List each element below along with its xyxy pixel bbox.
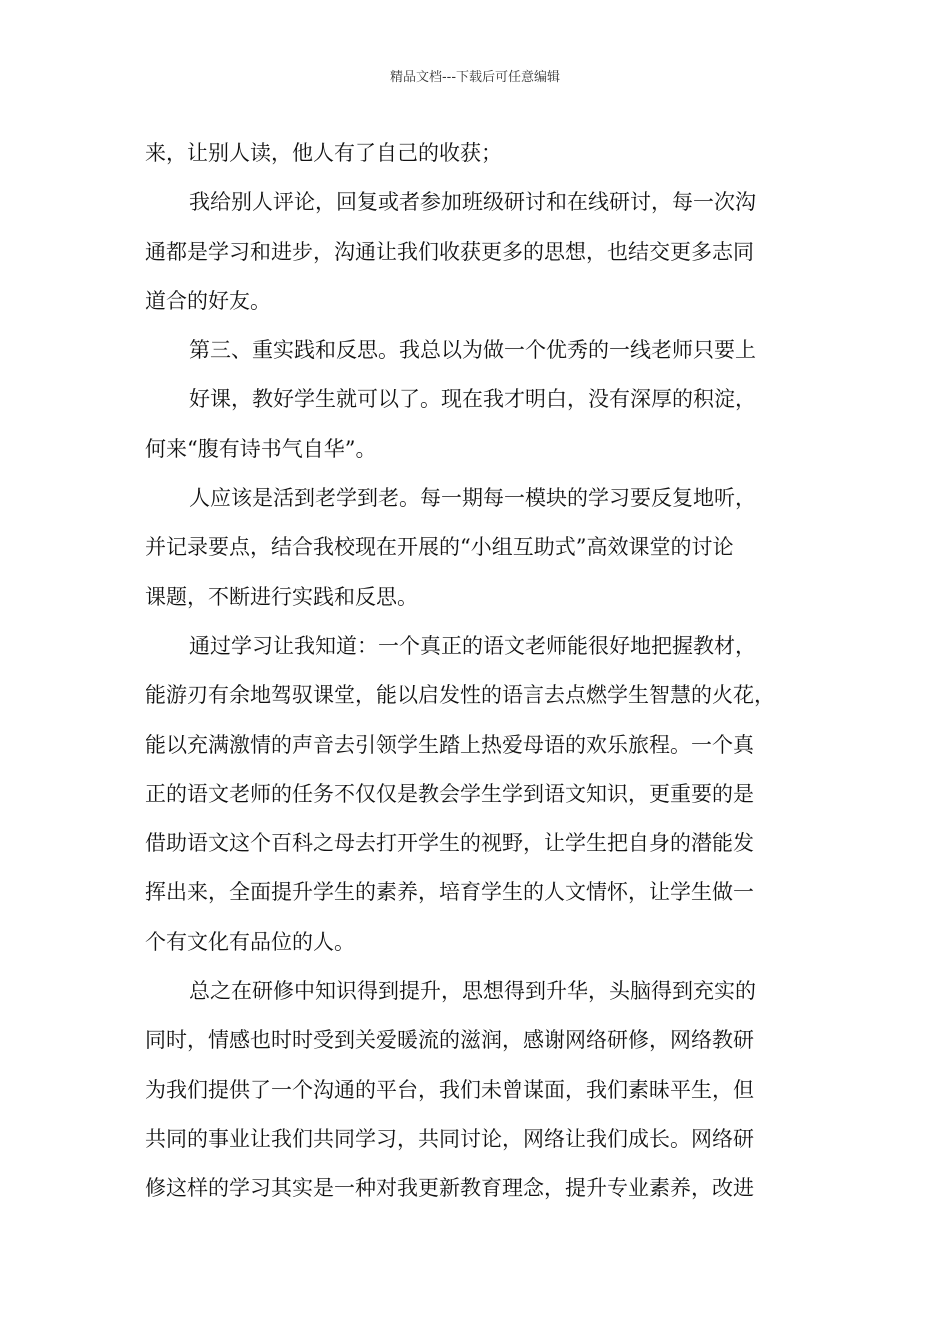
text-line: 能以充满激情的声音去引领学生踏上热爱母语的欢乐旅程。一个真: [145, 732, 754, 757]
text-line: 个有文化有品位的人。: [145, 929, 355, 954]
text-line: 道合的好友。: [145, 288, 271, 313]
text-line: 我给别人评论，回复或者参加班级研讨和在线研讨，每一次沟: [189, 190, 756, 215]
page-header: 精品文档---下载后可任意编辑: [389, 70, 561, 85]
text-line: 修这样的学习其实是一种对我更新教育理念，提升专业素养，改进: [145, 1176, 754, 1201]
text-line: 借助语文这个百科之母去打开学生的视野，让学生把自身的潜能发: [145, 831, 754, 856]
document-body: [145, 129, 835, 1214]
text-line: 第三、重实践和反思。我总以为做一个优秀的一线老师只要上: [189, 338, 756, 363]
text-line: 总之在研修中知识得到提升，思想得到升华，头脑得到充实的: [189, 979, 756, 1004]
text-line: 正的语文老师的任务不仅仅是教会学生学到语文知识，更重要的是: [145, 781, 754, 806]
text-line: 何来“腹有诗书气自华”。: [145, 436, 377, 461]
text-line: 通都是学习和进步，沟通让我们收获更多的思想，也结交更多志同: [145, 239, 754, 264]
text-line: 为我们提供了一个沟通的平台，我们未曾谋面，我们素昧平生，但: [145, 1077, 754, 1102]
text-line: 课题，不断进行实践和反思。: [145, 584, 418, 609]
text-line: 好课，教好学生就可以了。现在我才明白，没有深厚的积淀，: [189, 387, 756, 412]
text-line: 同时，情感也时时受到关爱暖流的滋润，感谢网络研修，网络教研: [145, 1028, 754, 1053]
text-line: 挥出来，全面提升学生的素养，培育学生的人文情怀，让学生做一: [145, 880, 754, 905]
text-line: 并记录要点，结合我校现在开展的“小组互助式”高效课堂的讨论: [145, 535, 734, 560]
text-line: 人应该是活到老学到老。每一期每一模块的学习要反复地听，: [189, 486, 756, 511]
text-line: 来，让别人读，他人有了自己的收获；: [145, 141, 502, 165]
text-line: 通过学习让我知道：一个真正的语文老师能很好地把握教材，: [189, 633, 756, 658]
text-line: 能游刃有余地驾驭课堂，能以启发性的语言去点燃学生智慧的火花，: [145, 683, 775, 708]
text-line: 共同的事业让我们共同学习，共同讨论，网络让我们成长。网络研: [145, 1126, 754, 1151]
